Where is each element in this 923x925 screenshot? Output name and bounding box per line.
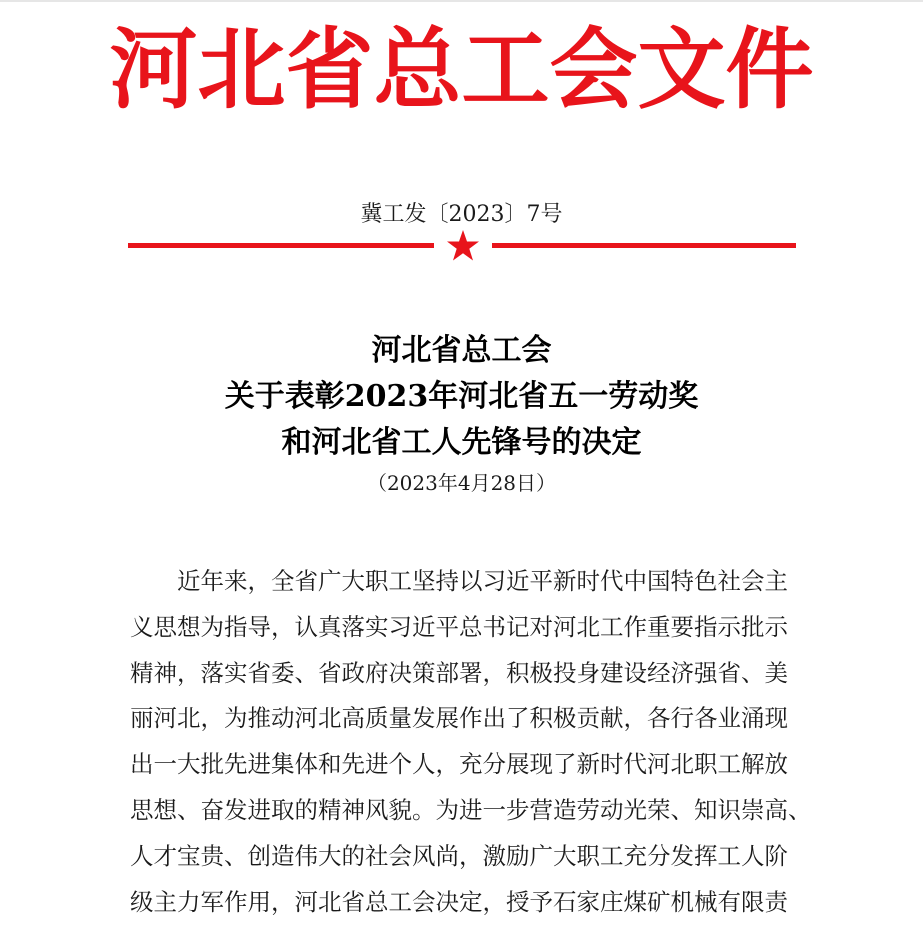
title-line: 和河北省工人先锋号的决定 — [281, 425, 642, 460]
body-line: 丽河北，为推动河北高质量发展作出了积极贡献，各行各业涌现 — [130, 704, 788, 733]
title-line: 河北省总工会 — [371, 333, 552, 368]
body-line: 精神，落实省委、省政府决策部署，积极投身建设经济强省、美 — [130, 658, 788, 687]
body-line: 义思想为指导，认真落实习近平总书记对河北工作重要指示批示 — [130, 612, 788, 641]
body-paragraph — [130, 559, 810, 925]
body-line: 出一大批先进集体和先进个人，充分展现了新时代河北职工解放 — [130, 750, 788, 779]
document-date: （2023年4月28日） — [366, 471, 557, 495]
document-masthead: 河北省总工会文件 — [109, 17, 814, 121]
body-line: 级主力军作用，河北省总工会决定，授予石家庄煤矿机械有限责 — [130, 887, 788, 916]
body-line: 近年来，全省广大职工坚持以习近平新时代中国特色社会主 — [177, 567, 788, 595]
body-line: 思想、奋发进取的精神风貌。为进一步营造劳动光荣、知识崇高、 — [130, 795, 812, 824]
red-rule-left — [128, 243, 434, 248]
body-line: 人才宝贵、创造伟大的社会风尚，激励广大职工充分发挥工人阶 — [130, 841, 788, 870]
document-number: 冀工发〔2023〕7号 — [360, 202, 563, 227]
page-top-edge — [0, 0, 923, 2]
title-line: 关于表彰2023年河北省五一劳动奖 — [224, 379, 699, 414]
document-title — [0, 328, 923, 466]
star-icon — [446, 229, 480, 263]
red-rule-right — [492, 243, 796, 248]
